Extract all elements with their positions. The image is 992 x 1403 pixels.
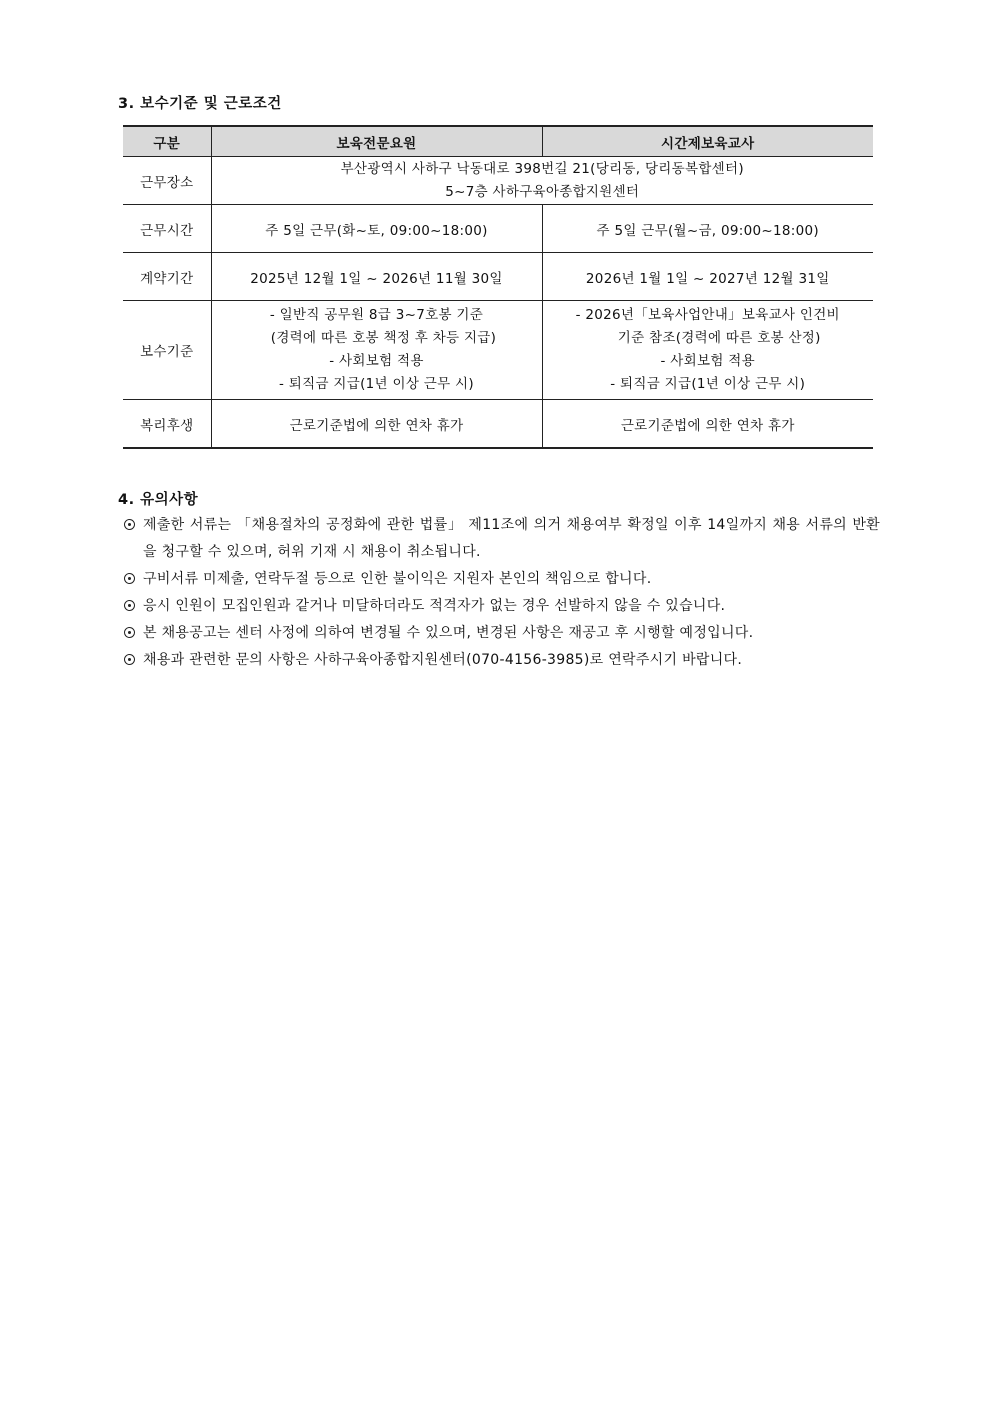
pay-part-time-line: 기준 참조(경력에 따른 호봉 산정) [617, 330, 821, 346]
conditions-table [123, 125, 873, 449]
pay-specialist-line: (경력에 따른 호봉 책정 후 차등 지급) [270, 330, 497, 346]
note-text: 응시 인원이 모집인원과 같거나 미달하더라도 적격자가 없는 경우 선발하지 않을 수 있습니다. [143, 598, 726, 614]
table-row-period [123, 253, 873, 301]
place-line-address: 부산광역시 사하구 낙동대로 398번길 21(당리동, 당리동복합센터) [340, 160, 744, 177]
note-text: 채용과 관련한 문의 사항은 사하구육아종합지원센터(070-4156-3985)로 연락주시기 바랍니다. [143, 652, 743, 668]
row-label-welfare: 복리후생 [123, 400, 211, 449]
cell-welfare-specialist: 근로기준법에 의한 연차 휴가 [211, 400, 542, 449]
row-label-hours: 근무시간 [123, 205, 211, 253]
header-part-time-teacher: 시간제보육교사 [542, 126, 873, 157]
section-title-notes: 4. 유의사항 [118, 492, 199, 508]
row-label-place: 근무장소 [123, 157, 211, 205]
circled-dot-icon [124, 600, 135, 611]
pay-specialist-line: - 일반직 공무원 8급 3~7호봉 기준 [269, 307, 484, 323]
cell-pay-specialist [211, 301, 542, 400]
table-row-pay [123, 301, 873, 400]
row-label-pay: 보수기준 [123, 301, 211, 400]
pay-specialist-line: - 퇴직금 지급(1년 이상 근무 시) [279, 376, 474, 392]
circled-dot-icon [124, 573, 135, 584]
cell-place [211, 157, 873, 205]
notes-list [124, 512, 880, 674]
table-row-place [123, 157, 873, 205]
pay-part-time-line: - 퇴직금 지급(1년 이상 근무 시) [610, 376, 806, 392]
place-line-floor: 5~7층 사하구육아종합지원센터 [445, 183, 640, 200]
table-header-row [123, 126, 873, 157]
note-text: 제출한 서류는 「채용절차의 공정화에 관한 법률」 제11조에 의거 채용여부 확정일 이후 14일까지 채용 서류의 반환을 청구할 수 있으며, 허위 기재 시 채용이 취소됩니다. [143, 517, 880, 560]
list-item [124, 593, 880, 620]
list-item [124, 512, 880, 566]
pay-part-time-line: - 2026년「보육사업안내」보육교사 인건비 [575, 307, 840, 323]
cell-period-part-time: 2026년 1월 1일 ~ 2027년 12월 31일 [542, 253, 873, 301]
row-label-period: 계약기간 [123, 253, 211, 301]
note-text: 구비서류 미제출, 연락두절 등으로 인한 불이익은 지원자 본인의 책임으로 합니다. [143, 571, 652, 587]
cell-welfare-part-time: 근로기준법에 의한 연차 휴가 [542, 400, 873, 449]
table-row-welfare [123, 400, 873, 449]
cell-hours-specialist: 주 5일 근무(화~토, 09:00~18:00) [211, 205, 542, 253]
list-item [124, 647, 880, 674]
cell-hours-part-time: 주 5일 근무(월~금, 09:00~18:00) [542, 205, 873, 253]
circled-dot-icon [124, 519, 135, 530]
section-title-pay-conditions: 3. 보수기준 및 근로조건 [118, 96, 282, 112]
pay-specialist-line: - 사회보험 적용 [329, 353, 424, 369]
note-text: 본 채용공고는 센터 사정에 의하여 변경될 수 있으며, 변경된 사항은 재공고 후 시행할 예정입니다. [143, 625, 754, 641]
cell-pay-part-time [542, 301, 873, 400]
circled-dot-icon [124, 654, 135, 665]
cell-period-specialist: 2025년 12월 1일 ~ 2026년 11월 30일 [211, 253, 542, 301]
list-item [124, 620, 880, 647]
header-category: 구분 [123, 126, 211, 157]
header-childcare-specialist: 보육전문요원 [211, 126, 542, 157]
circled-dot-icon [124, 627, 135, 638]
table-row-hours [123, 205, 873, 253]
list-item [124, 566, 880, 593]
pay-part-time-line: - 사회보험 적용 [660, 353, 755, 369]
